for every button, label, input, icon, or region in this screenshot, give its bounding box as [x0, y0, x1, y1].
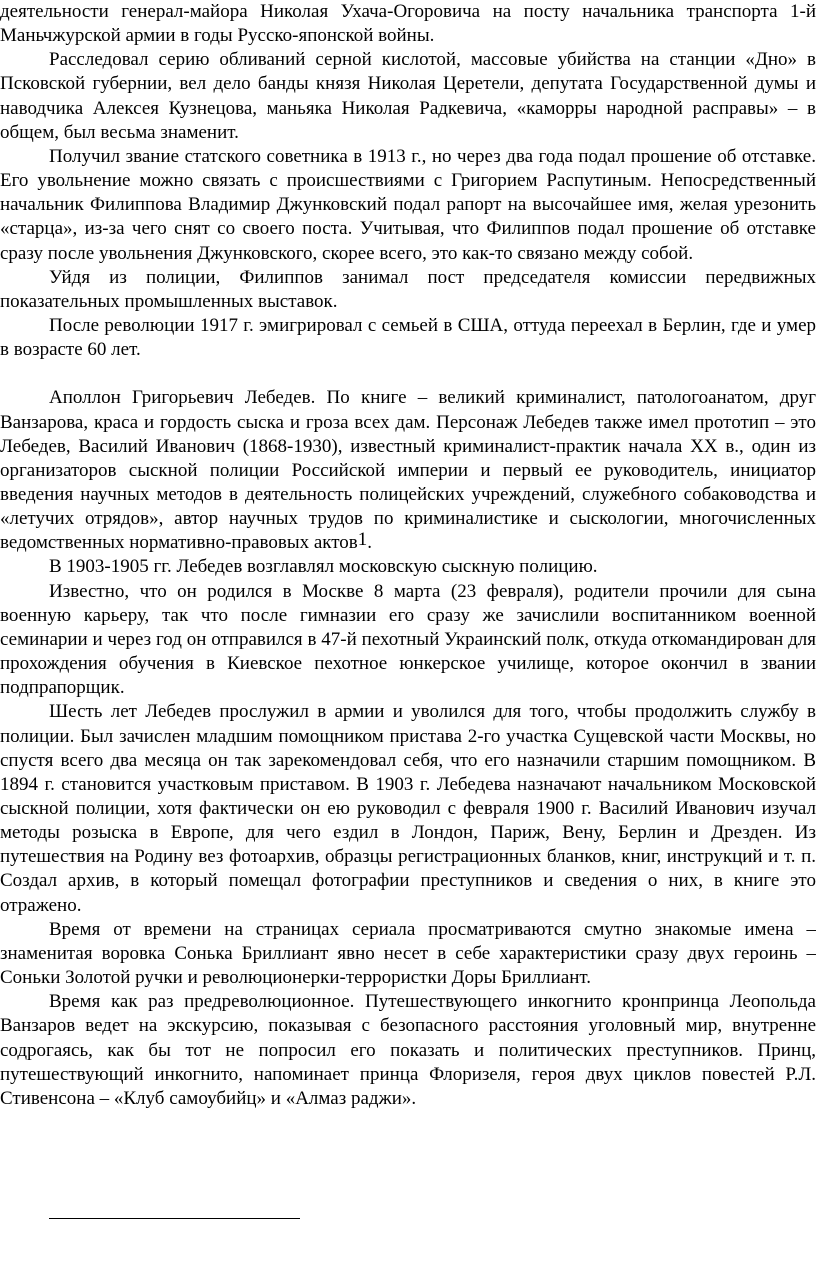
paragraph-exhibitions: Уйдя из полиции, Филиппов занимал пост председателя комиссии передвижных показательных промышленных выставок. [0, 266, 816, 312]
paragraph-moscow-police: В 1903-1905 гг. Лебедев возглавлял московскую сыскную полицию. [49, 556, 598, 578]
paragraph-sonka: Время от времени на страницах сериала просматриваются смутно знакомые имена – знаменитая воровка Сонька Бриллиант явно несет в себе характеристики сразу двух героинь – Соньки Золотой ручки и революционерки-террористки Доры Бриллиант. [0, 918, 816, 989]
blank-line [0, 362, 816, 386]
paragraph-career: Шесть лет Лебедев прослужил в армии и уволился для того, чтобы продолжить службу в полиции. Был зачислен младшим помощником пристава 2-го участка Сущевской части Москвы, но спустя всего два месяца он так зарекомендовал себя, что его назначили старшим помощником. В 1894 г. становится участковым приставом. В 1903 г. Лебедева назначают начальником Московской сыскной полиции, хотя фактически он ею руководил с февраля 1900 г. Василий Иванович изучал методы розыска в Европе, для чего ездил в Лондон, Париж, Вену, Берлин и Дрезден. Из путешествия на Родину вез фотоархив, образцы регистрационных бланков, книг, инструкций и т. п. Создал архив, в который помещал фотографии преступников и сведения о них, в книге это отражено. [0, 701, 816, 916]
paragraph-lebedev-intro [0, 386, 816, 555]
footnote-reference: 1 [357, 529, 368, 551]
paragraph-continued: деятельности генерал-майора Николая Ухача-Огоровича на посту начальника транспорта 1-й Маньчжурской армии в годы Русско-японской войны. [0, 1, 816, 47]
lebedev-intro-text: Аполлон Григорьевич Лебедев. По книге – великий криминалист, патологоанатом, друг Ванзарова, краса и гордость сыска и гроза всех дам. Персонаж Лебедев также имел прототип – это Лебедев, Василий Иванович (1868-1930), известный криминалист-практик начала XX в., один из организаторов сыскной полиции Российской империи и первый ее руководитель, инициатор введения научных методов в деятельность полицейских учреждений, служебного собаководства и «летучих отрядов», автор научных трудов по криминалистике и сыскологии, многочисленных ведомственных нормативно-правовых актов [0, 387, 816, 554]
paragraph-resignation: Получил звание статского советника в 1913 г., но через два года подал прошение об отставке. Его увольнение можно связать с происшествиями с Григорием Распутиным. Непосредственный начальник Филиппова Владимир Джунковский подал рапорт на высочайшее имя, желая урезонить «старца», из-за чего снят со своего поста. Учитывая, что Филиппов подал прошение об отставке сразу после увольнения Джунковского, скорее всего, это как-то связано между собой. [0, 145, 816, 264]
footnote-separator [49, 1218, 300, 1219]
paragraph-emigration: После революции 1917 г. эмигрировал с семьей в США, оттуда переехал в Берлин, где и умер в возрасте 60 лет. [0, 315, 816, 361]
paragraph-investigations: Расследовал серию обливаний серной кислотой, массовые убийства на станции «Дно» в Псковской губернии, вел дело банды князя Николая Церетели, депутата Государственной думы и наводчика Алексея Кузнецова, маньяка Николая Радкевича, «каморры народной расправы» – в общем, был весьма знаменит. [0, 49, 816, 143]
paragraph-biography: Известно, что он родился в Москве 8 марта (23 февраля), родители прочили для сына военную карьеру, так что после гимназии его сразу же зачислили воспитанником военной семинарии и через год он отправился в 47-й пехотный Украинский полк, откуда откомандирован для прохождения обучения в Киевское пехотное юнкерское училище, которое окончил в звании подпрапорщик. [0, 580, 816, 699]
paragraph-prince: Время как раз предреволюционное. Путешествующего инкогнито кронпринца Леопольда Ванзаров ведет на экскурсию, показывая с безопасного расстояния уголовный мир, внутренне содрогаясь, как бы тот не попросил его показать и политических преступников. Принц, путешествующий инкогнито, напоминает принца Флоризеля, героя двух циклов повестей Р.Л. Стивенсона – «Клуб самоубийц» и «Алмаз раджи». [0, 991, 816, 1109]
lebedev-intro-end: . [367, 532, 373, 554]
